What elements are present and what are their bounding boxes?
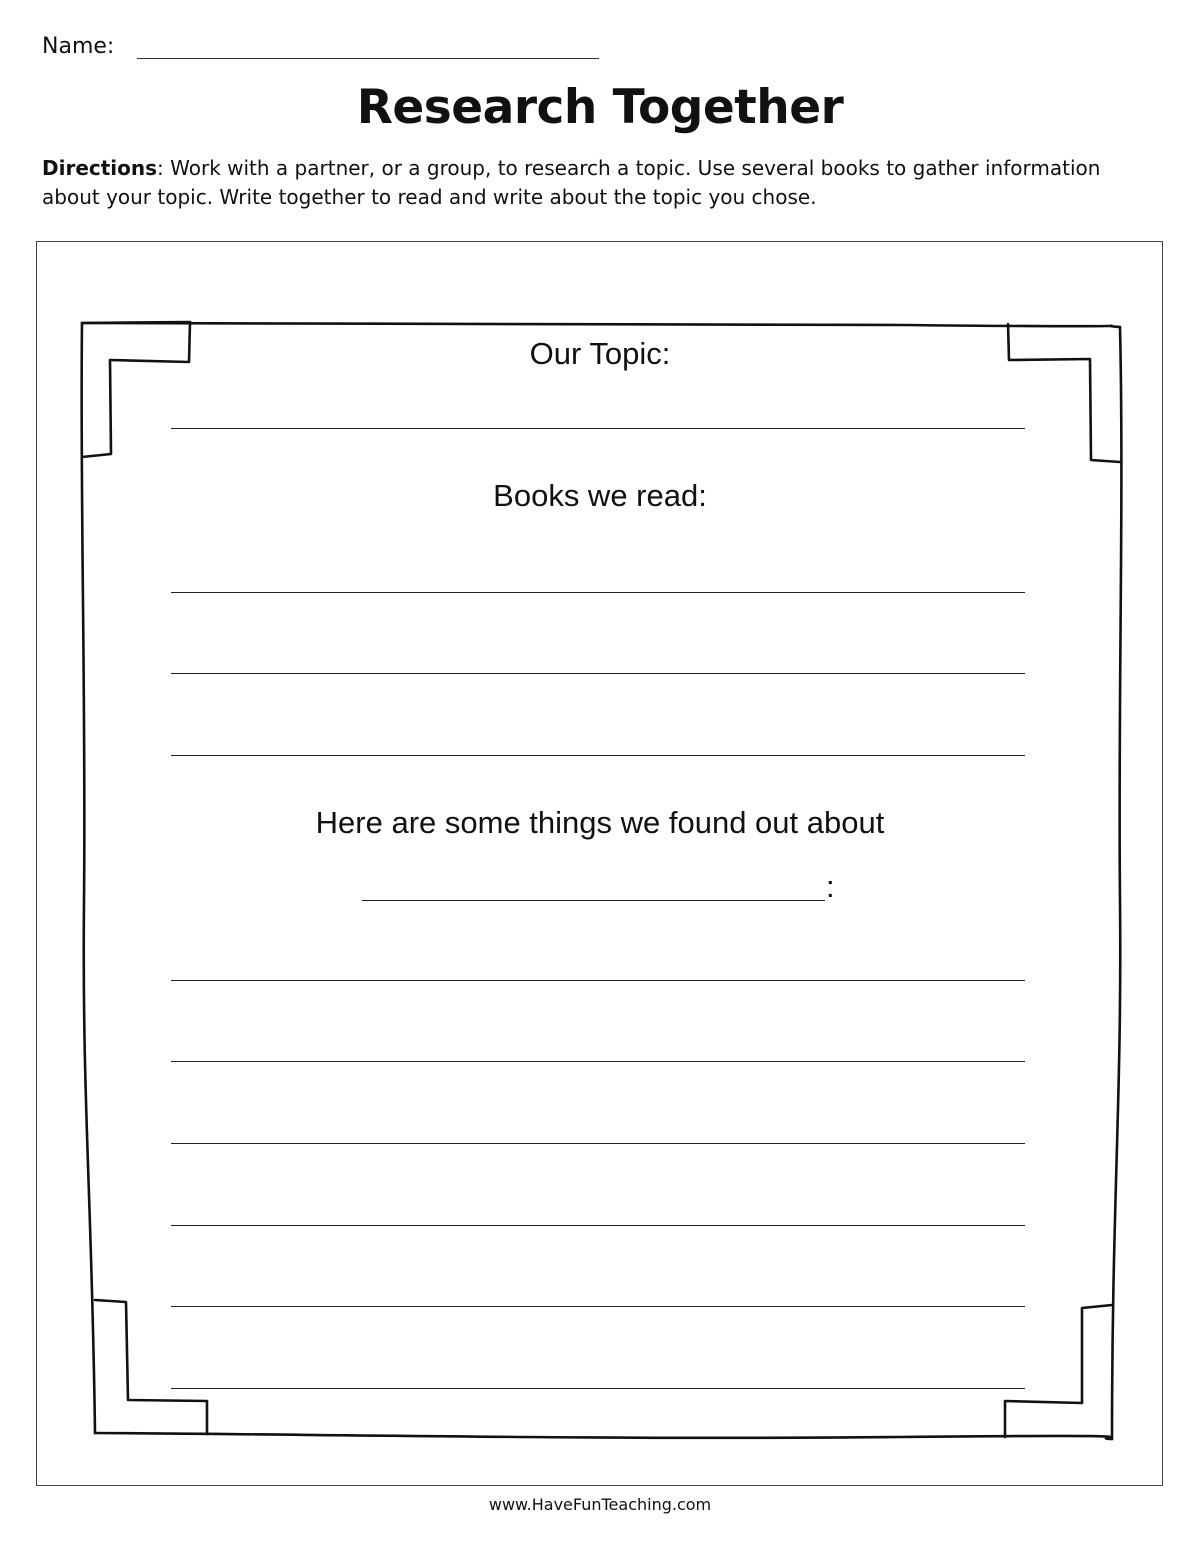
books-write-line-2[interactable] (171, 673, 1025, 674)
found-write-line-5[interactable] (171, 1306, 1025, 1307)
found-heading: Here are some things we found out about (315, 805, 885, 840)
frame-corner-bottom-right (1005, 1305, 1112, 1437)
frame-top-edge (82, 323, 1120, 327)
books-write-line-1[interactable] (171, 592, 1025, 593)
page-title: Research Together (356, 80, 844, 135)
directions-body: : Work with a partner, or a group, to research a topic. Use several books to gather information about your topic. Write together to read and write about the topic you chose. (42, 156, 1101, 209)
books-heading: Books we read: (493, 478, 707, 513)
found-colon: : (826, 869, 835, 904)
found-topic-blank-line[interactable] (362, 900, 825, 901)
topic-heading: Our Topic: (529, 336, 671, 371)
topic-write-line[interactable] (171, 428, 1025, 429)
found-write-line-1[interactable] (171, 980, 1025, 981)
frame-bottom-edge (95, 1433, 1112, 1439)
footer-website: www.HaveFunTeaching.com (488, 1495, 712, 1514)
books-write-line-3[interactable] (171, 755, 1025, 756)
found-write-line-4[interactable] (171, 1225, 1025, 1226)
found-write-line-3[interactable] (171, 1143, 1025, 1144)
found-write-line-6[interactable] (171, 1388, 1025, 1389)
directions-label: Directions (42, 156, 158, 180)
found-write-line-2[interactable] (171, 1061, 1025, 1062)
frame-corner-bottom-left (95, 1300, 207, 1434)
name-label: Name: (42, 34, 115, 59)
